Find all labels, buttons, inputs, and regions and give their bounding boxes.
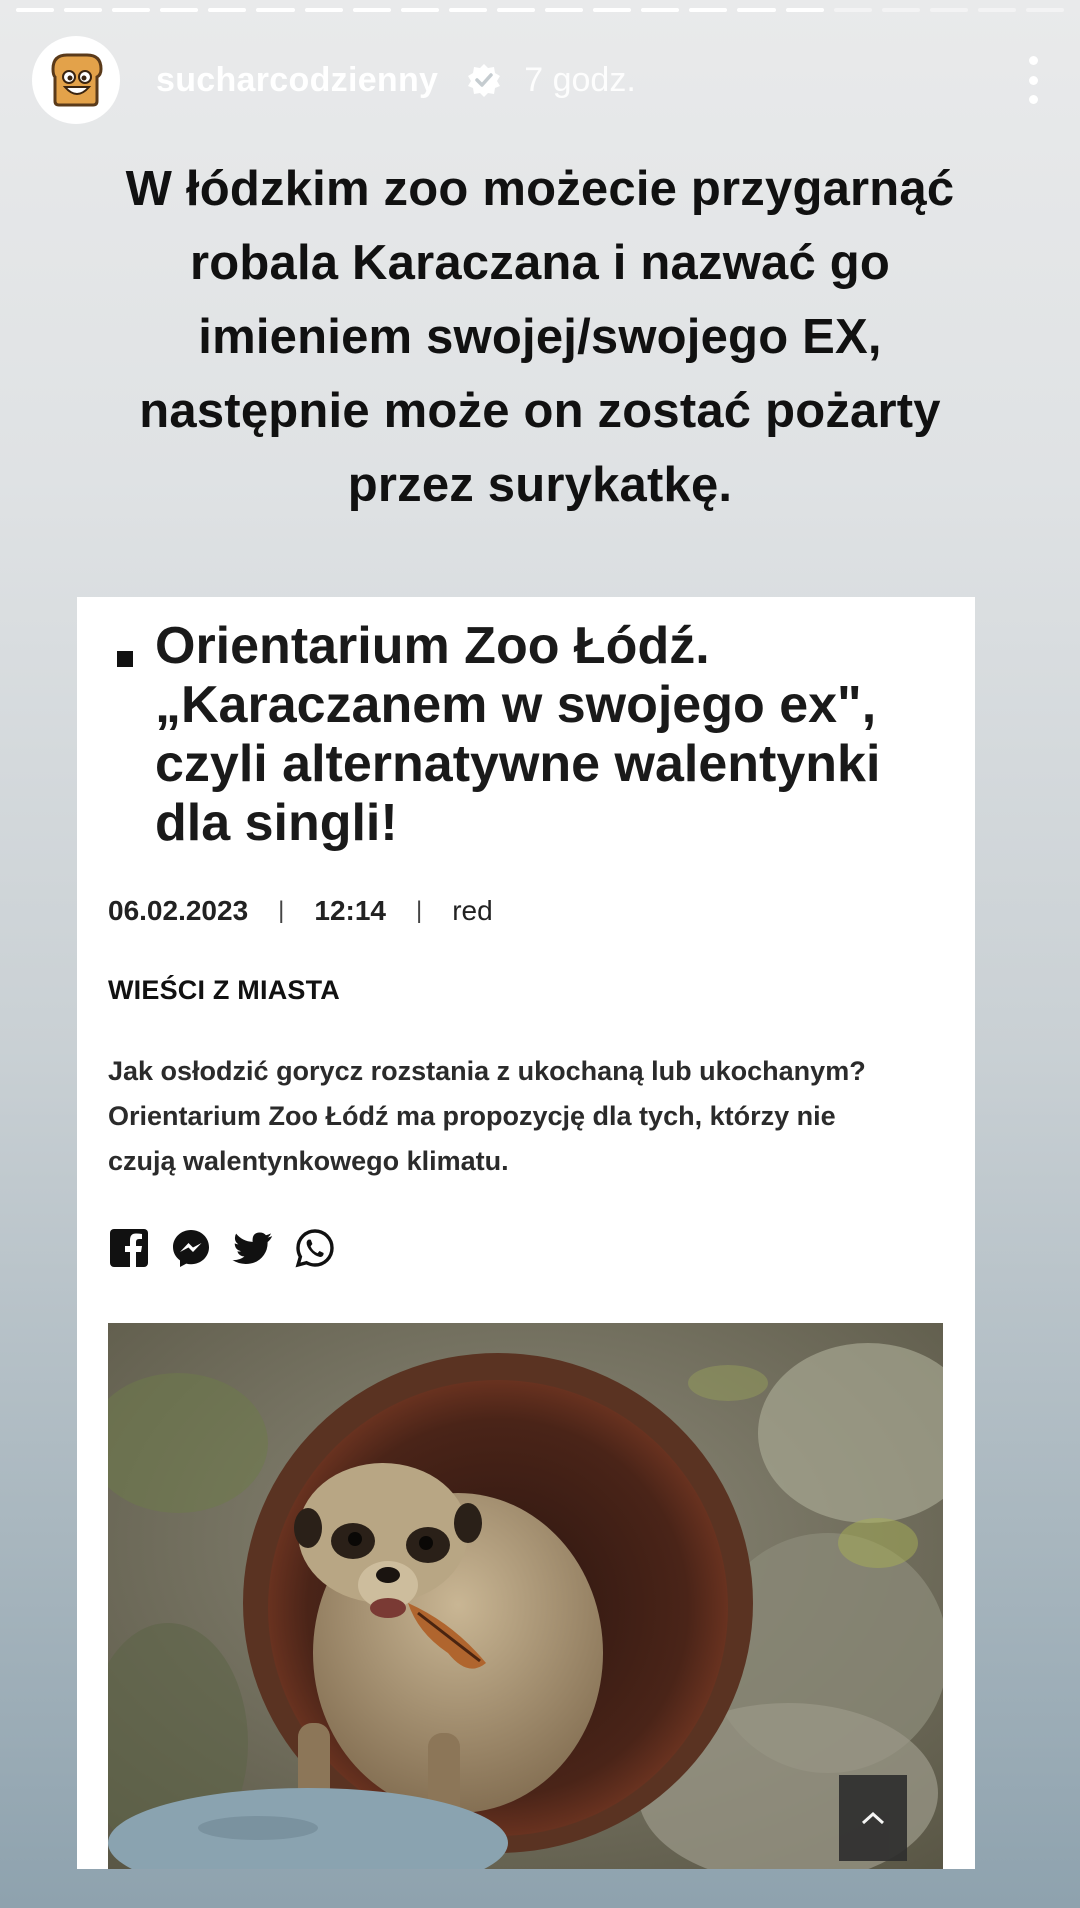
headline-line: czyli alternatywne walentynki bbox=[155, 735, 881, 793]
article-lead bbox=[108, 1049, 939, 1184]
meta-separator: | bbox=[278, 897, 285, 924]
progress-segment bbox=[160, 8, 198, 12]
caption-line: następnie może on zostać pożarty bbox=[139, 384, 941, 438]
caption-line: imieniem swojej/swojego EX, bbox=[198, 310, 882, 364]
story-header bbox=[32, 36, 1048, 124]
progress-segment bbox=[978, 8, 1016, 12]
progress-segment bbox=[449, 8, 487, 12]
lead-line: Orientarium Zoo Łódź ma propozycję dla tych, którzy nie bbox=[108, 1101, 836, 1131]
progress-segment bbox=[112, 8, 150, 12]
meerkat-photo-drawing bbox=[108, 1323, 943, 1869]
article-card[interactable] bbox=[77, 597, 975, 1869]
story-progress-bar bbox=[16, 8, 1064, 12]
caption-line: W łódzkim zoo możecie przygarnąć bbox=[125, 162, 955, 216]
lead-line: czują walentynkowego klimatu. bbox=[108, 1146, 509, 1176]
toast-face-icon bbox=[43, 47, 109, 113]
article-time: 12:14 bbox=[314, 895, 386, 926]
progress-segment bbox=[786, 8, 824, 12]
progress-segment bbox=[353, 8, 391, 12]
progress-segment bbox=[882, 8, 920, 12]
article-author: red bbox=[452, 895, 493, 926]
story-caption bbox=[40, 152, 1040, 522]
caption-line: przez surykatkę. bbox=[347, 458, 733, 512]
facebook-icon[interactable] bbox=[108, 1227, 150, 1269]
progress-segment bbox=[305, 8, 343, 12]
progress-segment bbox=[208, 8, 246, 12]
headline-line: dla singli! bbox=[155, 794, 398, 852]
username[interactable]: sucharcodzienny bbox=[156, 60, 439, 99]
progress-segment bbox=[401, 8, 439, 12]
lead-line: Jak osłodzić gorycz rozstania z ukochaną lub ukochanym? bbox=[108, 1056, 866, 1086]
progress-segment bbox=[641, 8, 679, 12]
progress-segment bbox=[256, 8, 294, 12]
progress-segment bbox=[737, 8, 775, 12]
progress-segment bbox=[1026, 8, 1064, 12]
headline-line: Orientarium Zoo Łódź. bbox=[155, 617, 710, 675]
meta-separator: | bbox=[416, 897, 423, 924]
article-headline bbox=[117, 617, 945, 853]
progress-segment bbox=[834, 8, 872, 12]
progress-segment bbox=[930, 8, 968, 12]
messenger-icon[interactable] bbox=[170, 1227, 212, 1269]
more-vertical-icon[interactable] bbox=[1018, 50, 1048, 110]
progress-segment bbox=[64, 8, 102, 12]
headline-line: „Karaczanem w swojego ex", bbox=[155, 676, 877, 734]
progress-segment bbox=[545, 8, 583, 12]
verified-badge-icon bbox=[466, 62, 502, 98]
scroll-top-button[interactable] bbox=[839, 1775, 907, 1861]
progress-segment bbox=[593, 8, 631, 12]
article-section[interactable]: WIEŚCI Z MIASTA bbox=[108, 975, 340, 1005]
share-bar bbox=[108, 1227, 336, 1269]
meerkat-photo bbox=[108, 1323, 943, 1869]
twitter-icon[interactable] bbox=[232, 1227, 274, 1269]
caption-line: robala Karaczana i nazwać go bbox=[189, 236, 891, 290]
progress-segment bbox=[16, 8, 54, 12]
headline-bullet bbox=[117, 651, 133, 667]
chevron-up-icon bbox=[859, 1809, 887, 1827]
progress-segment bbox=[689, 8, 727, 12]
article-meta bbox=[108, 895, 493, 927]
progress-segment bbox=[497, 8, 535, 12]
whatsapp-icon[interactable] bbox=[294, 1227, 336, 1269]
avatar[interactable] bbox=[32, 36, 120, 124]
article-date: 06.02.2023 bbox=[108, 895, 249, 926]
post-time: 7 godz. bbox=[524, 60, 636, 99]
